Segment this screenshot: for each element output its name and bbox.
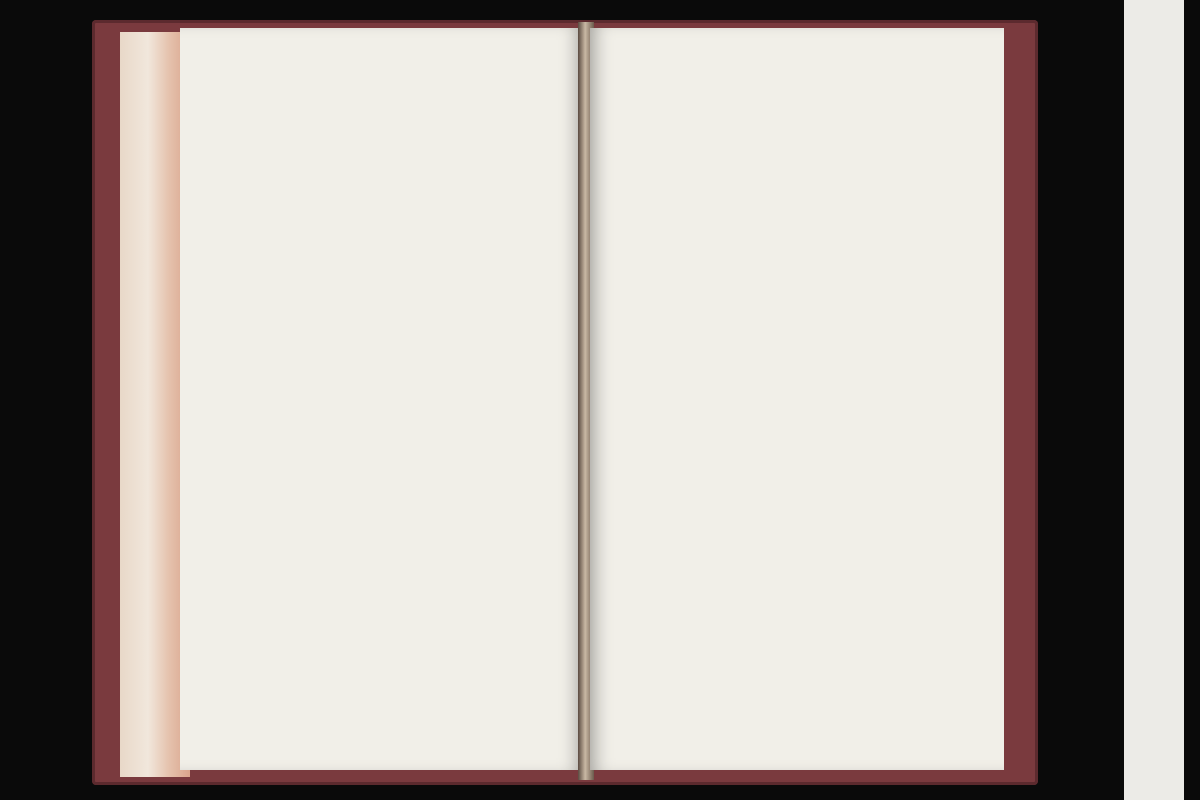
scale-ruler — [1124, 0, 1184, 800]
left-page — [180, 28, 582, 770]
right-page — [590, 28, 1004, 770]
